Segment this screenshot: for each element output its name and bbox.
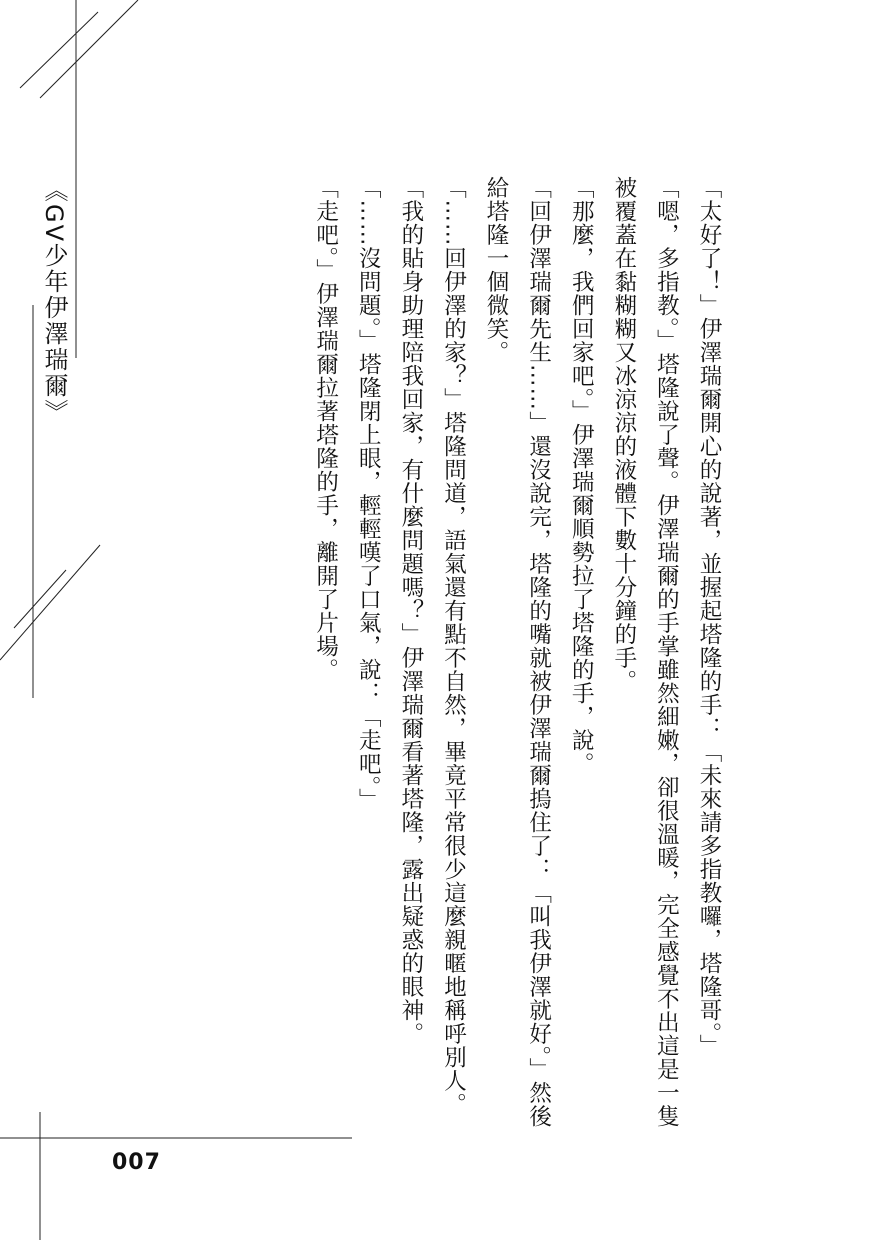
deco-diagonal-mid-2 bbox=[14, 570, 66, 628]
deco-diagonal-top-1 bbox=[20, 12, 98, 88]
paragraph: 「我的貼身助理陪我回家，有什麼問題嗎？」伊澤瑞爾看著塔隆，露出疑惑的眼神。 bbox=[397, 176, 424, 1046]
paragraph: 「……回伊澤的家？」塔隆問道，語氣還有點不自然，畢竟平常很少這麼親暱地稱呼別人。 bbox=[440, 176, 467, 1116]
book-title: 《GV少年伊澤瑞爾》 bbox=[40, 178, 68, 426]
paragraph: 「回伊澤瑞爾先生……」還沒說完，塔隆的嘴就被伊澤瑞爾摀住了：「叫我伊澤就好。」然後 bbox=[525, 176, 552, 1129]
paragraph: 「那麼，我們回家吧。」伊澤瑞爾順勢拉了塔隆的手，說。 bbox=[568, 176, 595, 776]
deco-diagonal-mid-1 bbox=[0, 545, 100, 660]
vertical-text-body bbox=[312, 176, 730, 1136]
paragraph: 「……沒問題。」塔隆閉上眼，輕輕嘆了口氣，說：「走吧。」 bbox=[355, 176, 382, 812]
deco-diagonal-top-2 bbox=[40, 0, 138, 98]
paragraph: 給塔隆一個微笑。 bbox=[483, 176, 510, 364]
page-number: 007 bbox=[112, 1150, 161, 1175]
paragraph: 「嗯，多指教。」塔隆說了聲。伊澤瑞爾的手掌雖然細嫩，卻很溫暖，完全感覺不出這是一隻 bbox=[653, 176, 680, 1129]
paragraph: 「太好了！」伊澤瑞爾開心的說著，並握起塔隆的手：「未來請多指教囉，塔隆哥。」 bbox=[696, 176, 722, 1058]
paragraph: 「走吧。」伊澤瑞爾拉著塔隆的手，離開了片場。 bbox=[312, 176, 339, 682]
paragraph: 被覆蓋在黏糊糊又冰涼涼的液體下數十分鐘的手。 bbox=[610, 176, 637, 693]
